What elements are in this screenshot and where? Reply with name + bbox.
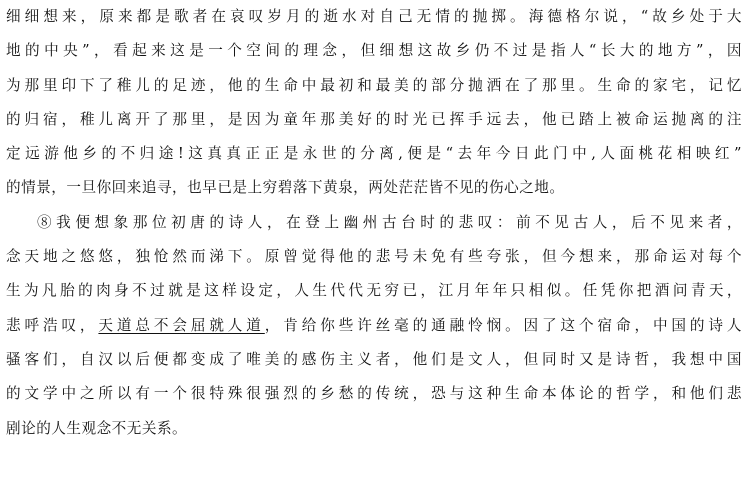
text-line: 定远游他乡的不归途!这真真正正是永世的分离,便是“去年今日此门中,人面桃花相映红”	[6, 145, 742, 163]
text-line: 骚客们，自汉以后便都变成了唯美的感伤主义者，他们是文人，但同时又是诗哲，我想中国	[6, 350, 742, 368]
text-line: 的文学中之所以有一个很特殊很强烈的乡愁的传统，恐与这种生命本体论的哲学，和他们悲	[6, 385, 742, 403]
text-line: 细细想来，原来都是歌者在哀叹岁月的逝水对自己无情的抛掷。海德格尔说，“故乡处于大	[6, 8, 742, 25]
underlined-phrase: 天道总不会屈就人道	[98, 316, 265, 334]
text-segment: 悲呼浩叹，	[6, 316, 99, 334]
text-line: 生为凡胎的肉身不过就是这样设定，人生代代无穷已，江月年年只相似。任凭你把酒问青天，	[6, 282, 742, 300]
text-line: 为那里印下了稚儿的足迹，他的生命中最初和最美的部分抛洒在了那里。生命的家宅，记忆	[6, 76, 742, 94]
text-line: 的归宿，稚儿离开了那里，是因为童年那美好的时光已挥手远去，他已踏上被命运抛离的注	[6, 110, 742, 128]
text-line: 剧论的人生观念不无关系。	[6, 419, 188, 437]
text-line: 地的中央”，看起来这是一个空间的理念，但细想这故乡仍不过是指人“长大的地方”，因	[6, 42, 742, 60]
text-line	[6, 312, 742, 346]
paragraph-1	[6, 3, 742, 209]
text-segment: ，肯给你些许丝毫的通融怜悯。因了这个宿命，中国的诗人	[264, 316, 742, 334]
text-line: ⑧我便想象那位初唐的诗人，在登上幽州古台时的悲叹：前不见古人，后不见来者，	[37, 213, 742, 231]
text-line: 的情景，一旦你回来追寻，也早已是上穷碧落下黄泉，两处茫茫皆不见的伤心之地。	[6, 179, 565, 197]
paragraph-2	[6, 209, 742, 449]
text-line: 念天地之悠悠，独怆然而涕下。原曾觉得他的悲号未免有些夸张，但今想来，那命运对每个	[6, 248, 742, 266]
